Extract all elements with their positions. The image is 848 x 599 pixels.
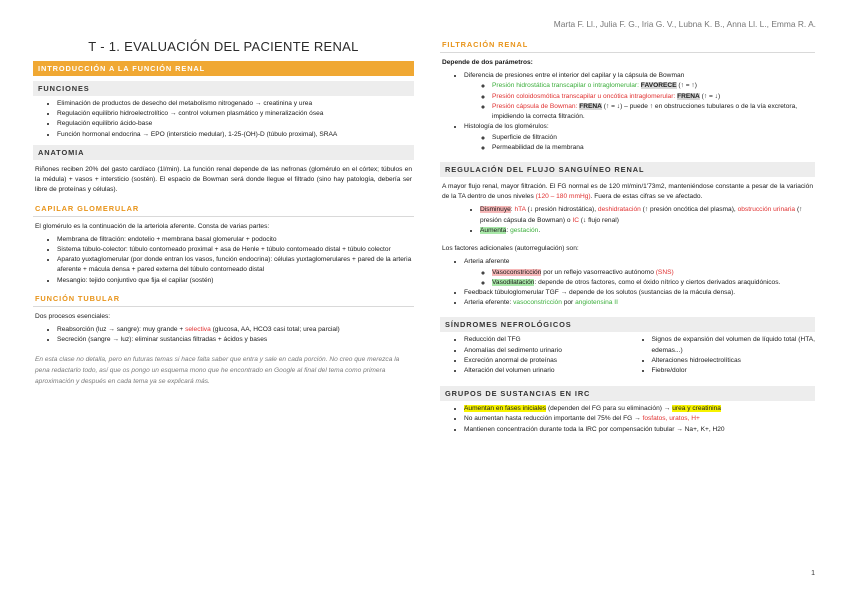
list-item: • Alteraciones hidroelectrolíticas: [652, 356, 816, 366]
sns-text: (SNS): [655, 268, 674, 276]
list-item: • Sistema túbulo-colector: túbulo contorneado proximal + asa de Henle + túbulo contorneado distal + túbulo colector: [57, 245, 414, 255]
dis-sep: :: [510, 206, 515, 214]
aum-sep: :: [506, 226, 511, 234]
regulacion-p2: Los factores adicionales (autorregulación) son:: [442, 245, 579, 253]
list-item: [464, 414, 815, 424]
aferente-sublist: [464, 268, 815, 288]
hidrostatica-label: Presión hidrostática transcapilar o intraglomerular:: [492, 82, 641, 90]
list-item: [480, 205, 815, 225]
list-item: [492, 102, 815, 122]
sindromes-list-2: [628, 335, 816, 376]
eferente-label: Arteria eferente:: [464, 299, 514, 307]
list-item: [464, 404, 815, 414]
fases-iniciales-badge: Aumentan en fases iniciales: [464, 405, 547, 413]
left-column: [33, 34, 414, 387]
g2-text: No aumentan hasta reducción importante del 75% del FG →: [464, 415, 643, 423]
list-item: [464, 298, 815, 308]
bowman-label: Presión cápsula de Bowman:: [492, 102, 580, 110]
autorregulacion-list: [440, 257, 815, 308]
list-item: • Feedback túbuloglomerular TGF → depende de los solutos (sustancias de la mácula densa).: [464, 288, 815, 298]
regulacion-list: [440, 205, 815, 236]
reabsorcion-tail: (glucosa, AA, HCO3 casi total; urea parcial): [210, 326, 340, 334]
list-item: • Regulación equilibrio hidroelectrolítico → control volumen plasmático y mineralización ósea: [57, 109, 414, 119]
list-item: • Aparato yuxtaglomerular (por donde entran los vasos, función endocrina): células yuxtaglomerulares + pared de la arteria aferente + mácula densa + pared externa del túbulo contorneado distal: [57, 255, 414, 275]
frena-badge: FRENA: [579, 102, 602, 110]
aum-tail: .: [538, 226, 541, 234]
fosfatos-text: fosfatos, uratos, H+: [642, 415, 700, 423]
list-item: [480, 226, 815, 236]
capilar-text: El glomérulo es la continuación de la arteriola aferente. Consta de varias partes:: [35, 222, 270, 230]
filtracion-list: [440, 71, 815, 153]
deshidratacion-text: deshidratación: [597, 206, 641, 214]
p1-text: A mayor flujo renal, mayor filtración. El FG normal es de 120 ml/min/1'73m2, manteniéndose constante a pesar de la variación de la TA dentro de unos niveles: [442, 182, 813, 201]
tubular-heading: FUNCIÓN TUBULAR: [33, 291, 414, 307]
list-item: [492, 92, 815, 102]
bowman-tail: (↑ = ↓) – puede ↑ en obstrucciones tubulares o de la vía excretora, impidiendo la correcta filtración.: [492, 102, 798, 121]
list-item: • Reducción del TFG: [464, 335, 628, 345]
ta-range: (120 – 180 mmHg): [535, 193, 591, 201]
list-item: [464, 257, 815, 288]
dis-c: (↑ presión oncótica del plasma),: [640, 206, 738, 214]
dis-b: (↓ presión hidrostática),: [525, 206, 598, 214]
page-number: 1: [811, 570, 815, 577]
list-item: • Secreción (sangre → luz): eliminar sustancias filtradas + ácidos y bases: [57, 335, 414, 345]
page-title: T - 1. EVALUACIÓN DEL PACIENTE RENAL: [88, 39, 359, 54]
anatomia-heading: ANATOMIA: [33, 145, 414, 160]
anatomia-text: Riñones reciben 20% del gasto cardíaco (1l/min). La función renal depende de las nefronas (glomérulo en el córtex; túbulos en la médula) + vasos + intersticio (sostén). El espacio de Bowman será donde llegue el filtrado (sino hay patología, debería ser libre de proteínas y células).: [35, 165, 412, 194]
list-item: [464, 122, 815, 153]
eferente-vc: vasoconstricción: [513, 299, 562, 307]
intro-heading: INTRODUCCIÓN A LA FUNCIÓN RENAL: [33, 61, 414, 76]
list-item: • Mantienen concentración durante toda la IRC por compensación tubular → Na+, K+, H20: [464, 425, 815, 435]
funciones-heading: FUNCIONES: [33, 81, 414, 96]
list-item: • Función hormonal endocrina → EPO (intersticio medular), 1-25-(OH)-D (túbulo proximal), SRAA: [57, 130, 414, 140]
aferente-text: Arteria aferente: [464, 258, 510, 266]
list-item: [492, 81, 815, 91]
hidrostatica-tail: (↑ = ↑): [676, 82, 697, 90]
hta-text: hTA: [514, 206, 526, 214]
list-item: [464, 71, 815, 122]
list-item: • Regulación equilibrio ácido-base: [57, 119, 414, 129]
presiones-sublist: [464, 81, 815, 122]
list-item: • Alteración del volumen urinario: [464, 366, 628, 376]
vd-text: : depende de otros factores, como el óxido nítrico y ciertos derivados araquidónicos.: [534, 278, 781, 286]
p1-tail: . Fuera de estas cifras se ve afectado.: [590, 193, 703, 201]
dis-d: (↑ presión cápsula de Bowman) o: [480, 206, 803, 224]
histologia-sublist: [464, 133, 815, 153]
g1-text: (dependen del FG para su eliminación) →: [546, 405, 673, 413]
list-item: ◦ Superficie de filtración: [492, 133, 815, 143]
ic-text: IC: [572, 216, 579, 224]
tubular-list: [33, 325, 414, 345]
presiones-text: Diferencia de presiones entre el interior del capilar y la cápsula de Bowman: [464, 72, 685, 80]
list-item: [492, 268, 815, 278]
grupos-heading: GRUPOS DE SUSTANCIAS EN IRC: [440, 386, 815, 401]
list-item: • Mesangio: tejido conjuntivo que fija el capilar (sostén): [57, 276, 414, 286]
vasodilatacion-badge: Vasodilatación: [492, 278, 535, 286]
list-item: • Eliminación de productos de desecho del metabolismo nitrogenado → creatinina y urea: [57, 99, 414, 109]
funciones-list: [33, 99, 414, 140]
eferente-por: por: [561, 299, 576, 307]
list-item: [57, 325, 414, 335]
gestacion-text: gestación: [510, 226, 539, 234]
angiotensina-text: angiotensina II: [575, 299, 618, 307]
capilar-list: [33, 235, 414, 286]
list-item: • Anomalías del sedimento urinario: [464, 346, 628, 356]
sindromes-columns: [440, 332, 815, 376]
histologia-text: Histología de los glomérulos:: [464, 123, 549, 131]
oncotica-tail: (↑ = ↓): [699, 92, 721, 100]
urea-creatinina-badge: urea y creatinina: [672, 405, 721, 413]
vasoconstriccion-badge: Vasoconstricción: [492, 268, 542, 276]
frena-badge: FRENA: [677, 92, 700, 100]
list-item: • Signos de expansión del volumen de líquido total (HTA, edemas...): [652, 335, 816, 355]
sindromes-heading: SÍNDROMES NEFROLÓGICOS: [440, 317, 815, 332]
filtracion-text: Depende de dos parámetros:: [442, 59, 533, 66]
obstruccion-text: obstrucción urinaria: [737, 206, 796, 214]
favorece-badge: FAVORECE: [640, 82, 677, 90]
vc-text: por un reflejo vasorreactivo autónomo: [541, 268, 656, 276]
selectiva-text: selectiva: [185, 326, 211, 334]
reabsorcion-text: Reabsorción (luz → sangre): muy grande +: [57, 326, 186, 334]
tubular-text: Dos procesos esenciales:: [35, 312, 111, 320]
filtracion-heading: FILTRACIÓN RENAL: [440, 37, 815, 53]
authors-header: Marta F. Ll., Julia F. G., Iria G. V., Lubna K. B., Anna Ll. L., Emma R. A.: [553, 19, 816, 29]
regulacion-p1: [442, 182, 813, 202]
list-item: • Fiebre/dolor: [652, 366, 816, 376]
right-column: [440, 34, 815, 435]
oncotica-label: Presión coloidosmótica transcapilar u oncótica intraglomerular:: [492, 92, 678, 100]
aumenta-badge: Aumenta: [480, 226, 507, 234]
capilar-heading: CAPILAR GLOMERULAR: [33, 201, 414, 217]
list-item: ◦ Permeabilidad de la membrana: [492, 143, 815, 153]
author-note: En esta clase no detalla, pero en futuras temas si hace falta saber que entra y sale en cada porción. No creo que merezca la pena redactarlo todo, así que os pongo un esquema mono que he encontrado en Google al final del tema como primera aproximación y después en cada tema ya se explicará más.: [35, 355, 400, 385]
regulacion-heading: REGULACIÓN DEL FLUJO SANGUÍNEO RENAL: [440, 162, 815, 177]
list-item: • Membrana de filtración: endotelio + membrana basal glomerular + podocito: [57, 235, 414, 245]
sindromes-list-1: [440, 335, 628, 376]
list-item: • Excreción anormal de proteínas: [464, 356, 628, 366]
dis-e: (↓ flujo renal): [578, 216, 619, 224]
grupos-list: [440, 404, 815, 435]
disminuye-badge: Disminuye: [480, 206, 511, 214]
list-item: [492, 278, 815, 288]
